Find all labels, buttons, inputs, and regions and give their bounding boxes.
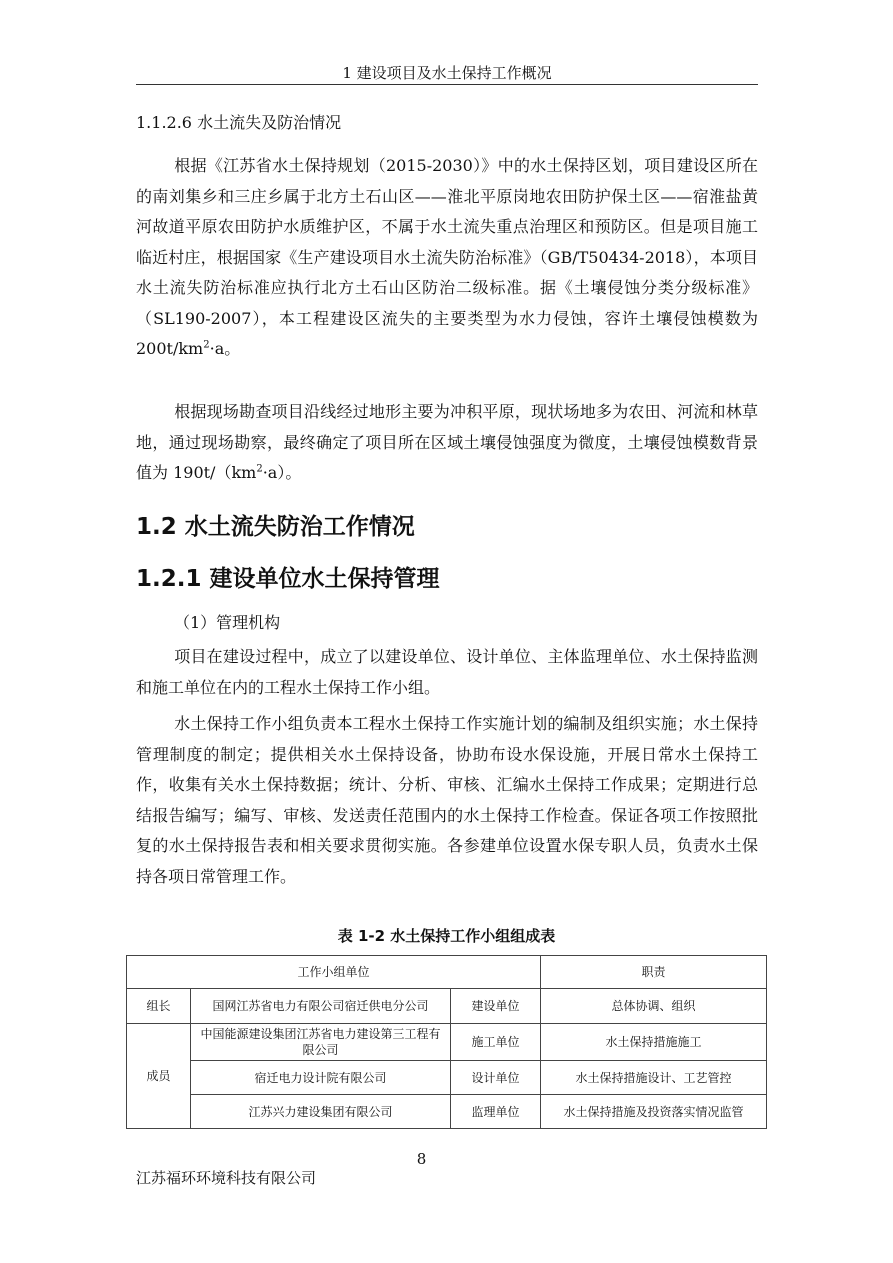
heading-1-2: 1.2 水土流失防治工作情况 [136, 514, 415, 540]
list-item-management: （1）管理机构 [174, 613, 281, 632]
table-caption: 表 1-2 水土保持工作小组组成表 [337, 927, 556, 945]
paragraph-work-group [136, 642, 758, 703]
paragraph-soil-loss-standard [136, 151, 758, 365]
unit-type-cell: 建设单位 [451, 989, 541, 1024]
paragraph-text: 项目在建设过程中，成立了以建设单位、设计单位、主体监理单位、水土保持监测和施工单位在内的工程水土保持工作小组。 [136, 647, 758, 697]
paragraph-text-end: ·a）。 [262, 463, 302, 482]
duty-cell: 水土保持措施设计、工艺管控 [541, 1061, 767, 1095]
duty-cell: 总体协调、组织 [541, 989, 767, 1024]
paragraph-text-end: ·a。 [209, 339, 241, 358]
heading-1-2-1: 1.2.1 建设单位水土保持管理 [136, 566, 440, 592]
header-rule [136, 84, 758, 85]
paragraph-text: 根据现场勘查项目沿线经过地形主要为冲积平原，现状场地多为农田、河流和林草地，通过现场勘察，最终确定了项目所在区域土壤侵蚀强度为微度，土壤侵蚀模数背景值为 190t/（km [136, 402, 758, 482]
duty-cell: 水土保持措施施工 [541, 1024, 767, 1061]
table-header-cell: 工作小组单位 [127, 956, 541, 989]
work-group-table [126, 955, 767, 1129]
superscript: 2 [256, 463, 263, 475]
duty-cell: 水土保持措施及投资落实情况监管 [541, 1095, 767, 1129]
org-cell: 国网江苏省电力有限公司宿迁供电分公司 [191, 989, 451, 1024]
paragraph-text: 水土保持工作小组负责本工程水土保持工作实施计划的编制及组织实施；水土保持管理制度的制定；提供相关水土保持设备，协助布设水保设施，开展日常水土保持工作，收集有关水土保持数据；统计、分析、审核、汇编水土保持工作成果；定期进行总结报告编写；编写、审核、发送责任范围内的水土保持工作检查。保证各项工作按照批复的水土保持报告表和相关要求贯彻实施。各参建单位设置水保专职人员，负责水土保持各项日常管理工作。 [136, 714, 758, 886]
table-row [127, 1024, 767, 1061]
paragraph-text: 根据《江苏省水土保持规划（2015-2030）》中的水土保持区划，项目建设区所在的南刘集乡和三庄乡属于北方土石山区——淮北平原岗地农田防护保土区——宿淮盐黄河故道平原农田防护水质维护区，不属于水土流失重点治理区和预防区。但是项目施工临近村庄，根据国家《生产建设项目水土流失防治标准》（GB/T50434-2018），本项目水土流失防治标准应执行北方土石山区防治二级标准。据《土壤侵蚀分类分级标准》（SL190-2007），本工程建设区流失的主要类型为水力侵蚀，容许土壤侵蚀模数为 200t/km [136, 156, 758, 358]
org-cell: 中国能源建设集团江苏省电力建设第三工程有限公司 [191, 1024, 451, 1061]
section-subheading: 1.1.2.6 水土流失及防治情况 [136, 113, 342, 132]
table-header-cell: 职责 [541, 956, 767, 989]
superscript: 2 [203, 339, 210, 351]
paragraph-work-group-duties [136, 709, 758, 892]
table-row [127, 989, 767, 1024]
paragraph-site-survey [136, 397, 758, 489]
unit-type-cell: 监理单位 [451, 1095, 541, 1129]
role-cell: 成员 [127, 1024, 191, 1129]
org-cell: 宿迁电力设计院有限公司 [191, 1061, 451, 1095]
page-number: 8 [416, 1150, 427, 1168]
page-footer: 江苏福环环境科技有限公司 [136, 1169, 317, 1187]
table-row [127, 1095, 767, 1129]
unit-type-cell: 施工单位 [451, 1024, 541, 1061]
page-header: 1 建设项目及水土保持工作概况 [342, 64, 552, 82]
role-cell: 组长 [127, 989, 191, 1024]
table-header-row [127, 956, 767, 989]
unit-type-cell: 设计单位 [451, 1061, 541, 1095]
table-row [127, 1061, 767, 1095]
org-cell: 江苏兴力建设集团有限公司 [191, 1095, 451, 1129]
